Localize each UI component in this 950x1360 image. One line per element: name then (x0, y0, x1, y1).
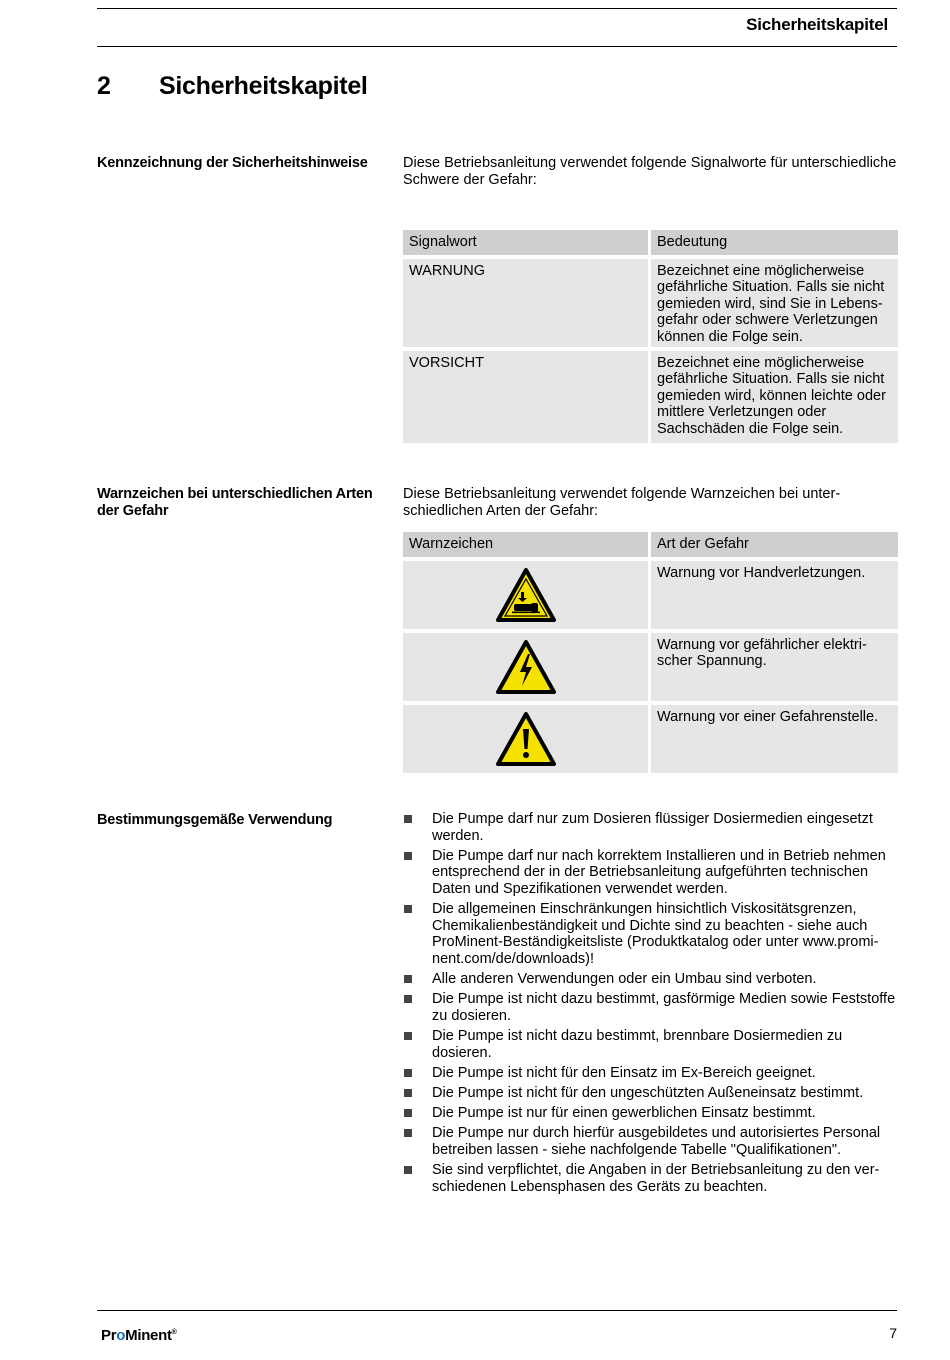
square-bullet-icon (404, 852, 412, 860)
chapter-heading (97, 72, 368, 101)
table-header-row (403, 532, 898, 557)
running-title: Sicherheitskapitel (746, 15, 888, 34)
square-bullet-icon (404, 1032, 412, 1040)
warning-signs-intro: Diese Betriebsanleitung verwendet folgende Warnzeichen bei unterschiedlichen Arten der Gefahr: (403, 486, 841, 519)
signal-meaning: Bezeichnet eine möglicherweise gefährliche Situation. Falls sie nicht gemieden wird, können leichte oder mittlere Verletzungen oder Sachschäden die Folge sein. (651, 351, 898, 443)
warning-sign-description: Warnung vor Handverletzungen. (651, 561, 898, 629)
signal-word: VORSICHT (403, 351, 648, 443)
header-bottom-rule (97, 46, 897, 47)
column-header-signalwort: Signalwort (403, 230, 648, 255)
warning-sign-description: Warnung vor gefährlicher elektrischer Spannung. (651, 633, 898, 701)
header-top-rule (97, 8, 897, 9)
square-bullet-icon (404, 815, 412, 823)
list-item: Die Pumpe darf nur nach korrektem Installieren und in Betrieb nehmen entsprechend der in der Betriebsanleitung aufgeführten technischen Daten und Spezifikationen verwendet werden. (403, 848, 898, 898)
signal-words-table (403, 230, 898, 443)
list-item: Die allgemeinen Einschränkungen hinsichtlich Viskositätsgrenzen, Chemikalienbeständigkeit und Dichte sind zu beachten - siehe auch ProMinent-Beständigkeitsliste (Produktkatalog oder unter www.prominent.com/de/downloads)! (403, 901, 898, 967)
column-header-bedeutung: Bedeutung (651, 230, 898, 255)
warning-sign-description: Warnung vor einer Gefahrenstelle. (651, 705, 898, 773)
chapter-number: 2 (97, 72, 111, 100)
list-item: Die Pumpe ist nicht für den Einsatz im Ex-Bereich geeignet. (403, 1065, 898, 1082)
page-number: 7 (889, 1325, 897, 1341)
square-bullet-icon (404, 1069, 412, 1077)
list-item: Die Pumpe nur durch hierfür ausgebildetes und autorisiertes Personal betreiben lassen - siehe nachfolgende Tabelle "Qualifikationen". (403, 1125, 898, 1158)
list-item: Die Pumpe darf nur zum Dosieren flüssiger Dosiermedien eingesetzt werden. (403, 811, 898, 844)
list-item: Die Pumpe ist nicht dazu bestimmt, brennbare Dosiermedien zu dosieren. (403, 1028, 898, 1061)
warning-sign-cell (403, 561, 648, 629)
general-danger-warning-icon (495, 711, 557, 767)
square-bullet-icon (404, 1129, 412, 1137)
column-header-art-der-gefahr: Art der Gefahr (651, 532, 898, 557)
footer-rule (97, 1310, 897, 1311)
square-bullet-icon (404, 1166, 412, 1174)
signal-meaning: Bezeichnet eine möglicherweise gefährliche Situation. Falls sie nicht gemieden wird, sind Sie in Lebensgefahr oder schwere Verletzungen können die Folge sein. (651, 259, 898, 347)
prominent-logo: ProMinent® (101, 1327, 177, 1344)
column-header-warnzeichen: Warnzeichen (403, 532, 648, 557)
square-bullet-icon (404, 1109, 412, 1117)
list-item: Die Pumpe ist nur für einen gewerblichen Einsatz bestimmt. (403, 1105, 898, 1122)
table-row (403, 561, 898, 629)
intended-use-list (403, 811, 898, 1199)
list-item: Sie sind verpflichtet, die Angaben in der Betriebsanleitung zu den verschiedenen Lebensphasen des Geräts zu beachten. (403, 1162, 898, 1195)
warning-signs-heading: Warnzeichen bei unterschiedlichen Arten der Gefahr (97, 486, 373, 519)
signal-words-intro: Diese Betriebsanleitung verwendet folgende Signalworte für unterschiedliche Schwere der Gefahr: (403, 155, 897, 188)
electric-voltage-warning-icon (495, 639, 557, 695)
warning-sign-cell (403, 633, 648, 701)
table-row (403, 259, 898, 347)
table-row (403, 705, 898, 773)
intended-use-heading: Bestimmungsgemäße Verwendung (97, 812, 333, 828)
warning-signs-table (403, 532, 898, 773)
list-item: Die Pumpe ist nicht für den ungeschützten Außeneinsatz bestimmt. (403, 1085, 898, 1102)
square-bullet-icon (404, 905, 412, 913)
table-row (403, 351, 898, 443)
signal-words-heading: Kennzeichnung der Sicherheitshinweise (97, 155, 368, 171)
chapter-title: Sicherheitskapitel (159, 72, 368, 100)
hand-crush-warning-icon (495, 567, 557, 623)
warning-sign-cell (403, 705, 648, 773)
list-item: Die Pumpe ist nicht dazu bestimmt, gasförmige Medien sowie Feststoffe zu dosieren. (403, 991, 898, 1024)
list-item: Alle anderen Verwendungen oder ein Umbau sind verboten. (403, 971, 898, 988)
table-header-row (403, 230, 898, 255)
signal-word: WARNUNG (403, 259, 648, 347)
table-row (403, 633, 898, 701)
square-bullet-icon (404, 975, 412, 983)
square-bullet-icon (404, 1089, 412, 1097)
square-bullet-icon (404, 995, 412, 1003)
